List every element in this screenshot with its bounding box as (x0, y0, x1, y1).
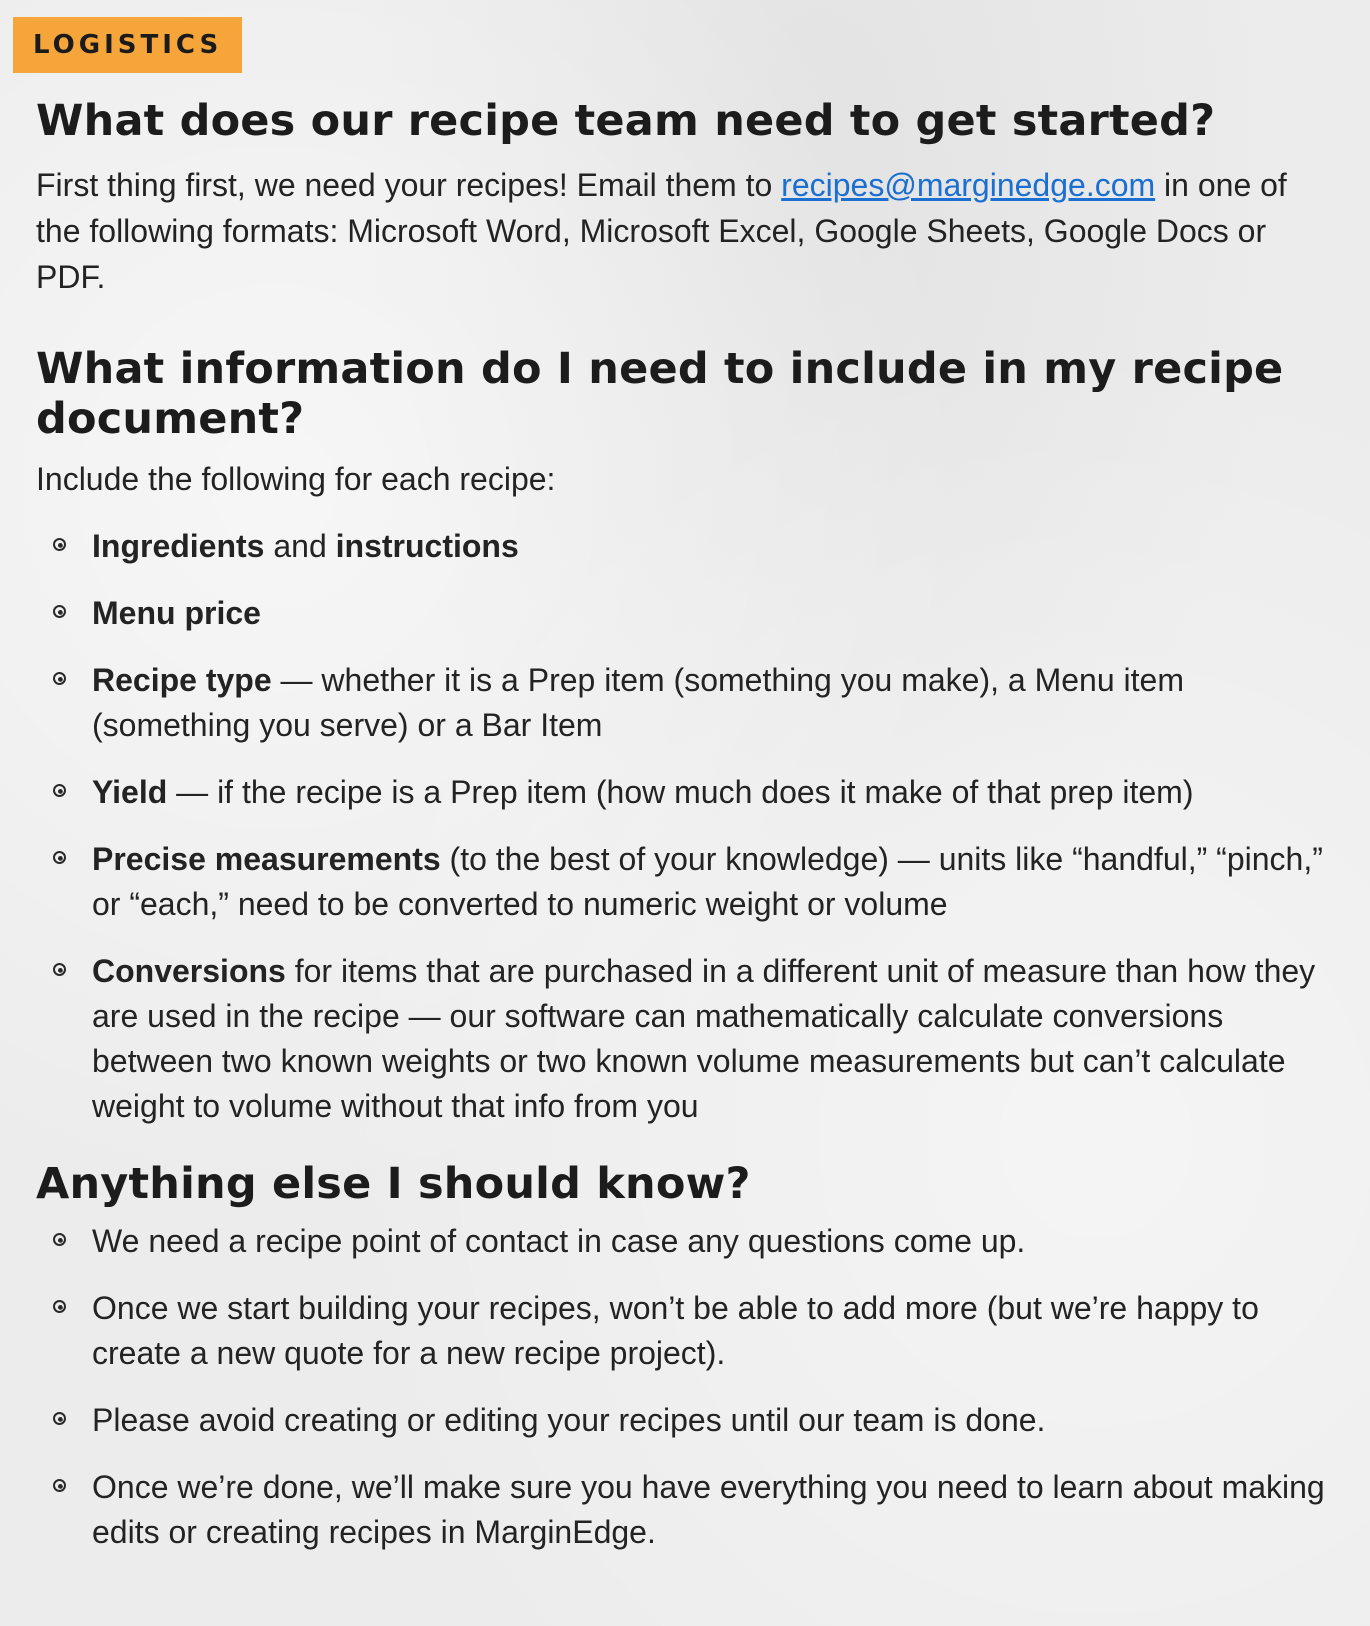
anything-else-list (36, 1219, 1336, 1555)
list-item (36, 837, 1336, 927)
item-bold: Menu price (92, 595, 261, 631)
information-intro: Include the following for each recipe: (36, 461, 556, 497)
list-item (36, 949, 1336, 1129)
list-item (36, 1286, 1336, 1376)
item-text: Please avoid creating or editing your recipes until our team is done. (92, 1402, 1046, 1438)
bullet-icon (53, 1412, 66, 1425)
list-item (36, 1465, 1336, 1555)
item-text: and (264, 528, 336, 564)
email-link[interactable]: recipes@marginedge.com (781, 167, 1156, 203)
item-bold: Conversions (92, 953, 286, 989)
item-text: Once we start building your recipes, won’t be able to add more (but we’re happy to create a new quote for a new recipe project). (92, 1290, 1259, 1371)
item-text: (to the best of your knowledge) — units like “handful,” “pinch,” or “each,” need to be converted to numeric weight or volume (92, 841, 1323, 922)
item-bold: Precise measurements (92, 841, 441, 877)
section-heading-get-started: What does our recipe team need to get started? (36, 96, 1216, 146)
item-bold: Yield (92, 774, 168, 810)
bullet-icon (53, 1300, 66, 1313)
main-content (36, 96, 1336, 1577)
bullet-icon (53, 1479, 66, 1492)
item-bold: Ingredients (92, 528, 265, 564)
item-text: — whether it is a Prep item (something you make), a Menu item (something you serve) or a Bar Item (92, 662, 1184, 743)
bullet-icon (53, 784, 66, 797)
list-item (36, 591, 1336, 636)
item-text: Once we’re done, we’ll make sure you have everything you need to learn about making edits or creating recipes in MarginEdge. (92, 1469, 1325, 1550)
bullet-icon (53, 605, 66, 618)
bullet-icon (53, 1233, 66, 1246)
item-bold: instructions (335, 528, 519, 564)
item-text: for items that are purchased in a different unit of measure than how they are used in the recipe — our software can mathematically calculate conversions between two known weights or two known volume measurements but can’t calculate weight to volume without that info from you (92, 953, 1316, 1124)
get-started-paragraph (36, 162, 1336, 300)
get-started-text-before: First thing first, we need your recipes! Email them to (36, 167, 782, 203)
section-heading-anything-else: Anything else I should know? (36, 1159, 751, 1209)
list-item (36, 1219, 1336, 1264)
bullet-icon (53, 538, 66, 551)
logistics-tag: LOGISTICS (13, 17, 242, 73)
bullet-icon (53, 963, 66, 976)
item-text: We need a recipe point of contact in case any questions come up. (92, 1223, 1026, 1259)
item-bold: Recipe type (92, 662, 272, 698)
list-item (36, 524, 1336, 569)
list-item (36, 1398, 1336, 1443)
list-item (36, 658, 1336, 748)
bullet-icon (53, 851, 66, 864)
item-text: — if the recipe is a Prep item (how much does it make of that prep item) (167, 774, 1194, 810)
bullet-icon (53, 672, 66, 685)
recipe-info-list (36, 524, 1336, 1129)
list-item (36, 770, 1336, 815)
section-heading-information: What information do I need to include in my recipe document? (36, 344, 1284, 444)
get-started-text-after: in one of the following formats: Microsoft Word, Microsoft Excel, Google Sheets, Google Docs or PDF. (36, 167, 1287, 295)
